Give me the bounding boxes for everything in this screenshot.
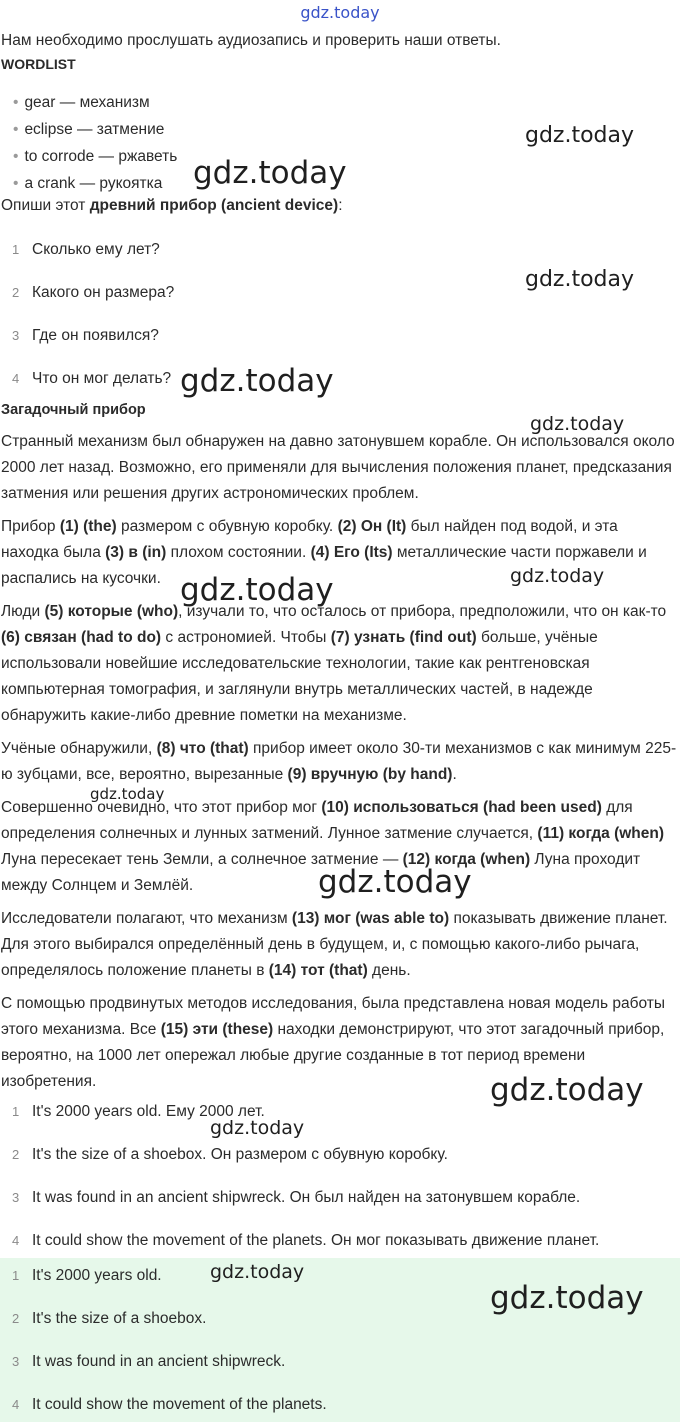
text-run: Учёные обнаружили, — [1, 740, 157, 757]
text-run: находки демонстрируют, что этот загадочный прибор, вероятно, на 1000 лет опережал любые другие созданные в тот период времени изобретения. — [1, 1021, 665, 1090]
answer-term: (14) тот (that) — [268, 962, 368, 979]
text-paragraph — [1, 599, 679, 729]
question-item: 1 Сколько ему лет? — [12, 241, 160, 258]
text-paragraph — [1, 429, 679, 507]
question-item: 2 Какого он размера? — [12, 284, 175, 301]
wordlist-item: • to corrode — ржаветь — [13, 148, 178, 165]
text-run: плохом состоянии. — [166, 544, 311, 561]
watermark: gdz.today — [180, 572, 334, 608]
answer-term: (9) вручную (by hand) — [287, 766, 453, 783]
wordlist-item: • eclipse — затмение — [13, 121, 165, 138]
text-run: показывать движение планет. Для этого выбирался определённый день в будущем, и, с помощью какого-либо рычага, определялось положение планеты в — [1, 910, 668, 979]
wordlist-item: • a crank — рукоятка — [13, 175, 163, 192]
answer-en-item: 1 It's 2000 years old. — [12, 1267, 162, 1284]
answer-term: (4) Его (Its) — [310, 544, 393, 561]
text-run: Люди — [1, 603, 45, 620]
watermark: gdz.today — [490, 1280, 644, 1316]
answer-term: (8) что (that) — [156, 740, 249, 757]
answer-term: (10) использоваться (had been used) — [321, 799, 602, 816]
text-paragraph — [1, 906, 679, 984]
watermark: gdz.today — [193, 155, 347, 191]
text-run: Исследователи полагают, что механизм — [1, 910, 292, 927]
text-run: прибор имеет около 30-ти механизмов с как минимум 225-ю зубцами, все, вероятно, вырезанные — [1, 740, 677, 783]
answer-term: (2) Он (It) — [337, 518, 407, 535]
watermark: gdz.today — [525, 123, 635, 148]
watermark: gdz.today — [490, 1072, 644, 1108]
answer-term: (7) узнать (find out) — [330, 629, 477, 646]
answer-term: (3) в (in) — [105, 544, 167, 561]
answer-item: 1 It's 2000 years old. Ему 2000 лет. — [12, 1103, 265, 1120]
watermark: gdz.today — [525, 267, 635, 292]
question-item: 4 Что он мог делать? — [12, 370, 172, 387]
watermark: gdz.today — [210, 1261, 305, 1283]
text-run: . — [452, 766, 457, 783]
text-run: Прибор — [1, 518, 60, 535]
text-run: с астрономией. Чтобы — [161, 629, 331, 646]
text-run: С помощью продвинутых методов исследования, была представлена новая модель работы этого механизма. Все — [1, 995, 665, 1038]
text-run: больше, учёные использовали новейшие исследовательские технологии, такие как рентгеновская компьютерная томография, и заглянули внутрь металлических частей, в надежде обнаружить какие-либо древние пометки на механизме. — [1, 629, 598, 724]
text-title: Загадочный прибор — [1, 402, 146, 418]
text-run: Луна пересекает тень Земли, а солнечное затмение — — [1, 851, 403, 868]
watermark: gdz.today — [210, 1117, 305, 1139]
text-run: день. — [367, 962, 411, 979]
text-paragraph — [1, 736, 679, 788]
text-run: Луна проходит между Солнцем и Землёй. — [1, 851, 641, 894]
wordlist-title: WORDLIST — [1, 56, 76, 72]
text-run: для определения солнечных и лунных затмений. Лунное затмение случается, — [1, 799, 633, 842]
text-run: Странный механизм был обнаружен на давно затонувшем корабле. Он использовался около 2000 лет назад. Возможно, его применяли для вычисления положения планет, предсказания затмения или решения других астрономических проблем. — [1, 433, 675, 502]
watermark: gdz.today — [90, 785, 165, 803]
answer-item: 3 It was found in an ancient shipwreck. Он был найден на затонувшем корабле. — [12, 1189, 581, 1206]
watermark: gdz.today — [530, 413, 625, 435]
answer-term: (11) когда (when) — [537, 825, 665, 842]
wordlist-item: • gear — механизм — [13, 94, 150, 111]
bullet-icon: • — [13, 94, 19, 111]
answer-en-item: 2 It's the size of a shoebox. — [12, 1310, 207, 1327]
answer-en-item: 4 It could show the movement of the planets. — [12, 1396, 327, 1413]
answer-term: (6) связан (had to do) — [1, 629, 162, 646]
watermark: gdz.today — [510, 565, 605, 587]
text-run: размером с обувную коробку. — [116, 518, 338, 535]
text-run: , изучали то, что осталось от прибора, предположили, что он как-то — [178, 603, 667, 620]
answer-en-item: 3 It was found in an ancient shipwreck. — [12, 1353, 286, 1370]
text-run: Совершенно очевидно, что этот прибор мог — [1, 799, 322, 816]
answer-term: (1) (the) — [59, 518, 117, 535]
bullet-icon: • — [13, 175, 19, 192]
answer-item: 4 It could show the movement of the planets. Он мог показывать движение планет. — [12, 1232, 600, 1249]
question-item: 3 Где он появился? — [12, 327, 159, 344]
task-heading: Опиши этот древний прибор (ancient device): — [1, 197, 343, 214]
intro-text: Нам необходимо прослушать аудиозапись и проверить наши ответы. — [1, 32, 501, 49]
watermark: gdz.today — [180, 363, 334, 399]
answer-term: (15) эти (these) — [160, 1021, 274, 1038]
text-run: был найден под водой, и эта находка была — [1, 518, 618, 561]
answer-term: (5) которые (who) — [44, 603, 179, 620]
bullet-icon: • — [13, 121, 19, 138]
bullet-icon: • — [13, 148, 19, 165]
answer-term: (12) когда (when) — [402, 851, 531, 868]
answer-item: 2 It's the size of a shoebox. Он размером с обувную коробку. — [12, 1146, 448, 1163]
answer-term: (13) мог (was able to) — [291, 910, 450, 927]
top-watermark: gdz.today — [300, 3, 380, 22]
text-run: металлические части поржавели и распались на кусочки. — [1, 544, 647, 587]
watermark: gdz.today — [318, 864, 472, 900]
